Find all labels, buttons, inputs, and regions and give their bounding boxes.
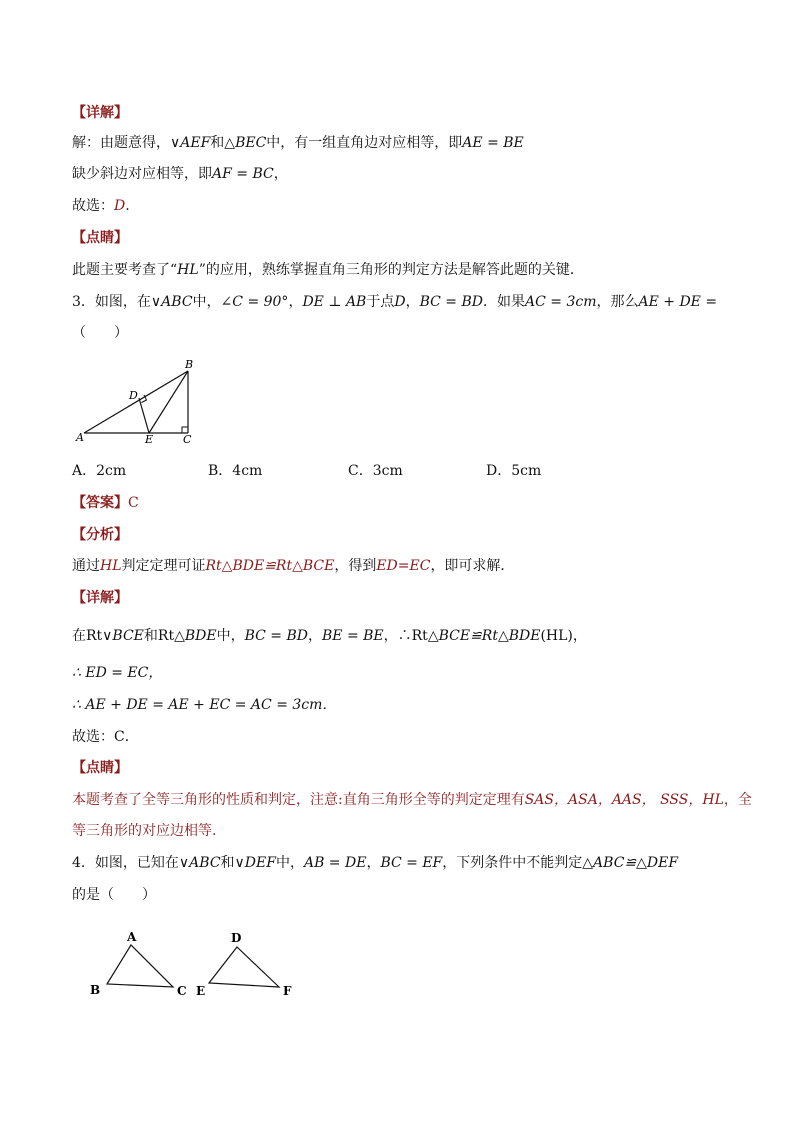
choose-line-1 bbox=[72, 196, 130, 216]
q4-stem-line-2: 的是（ ） bbox=[72, 887, 156, 903]
q3-detail-2: 和Rt bbox=[143, 628, 175, 644]
comment-text-1a: 此题主要考查了“ bbox=[72, 262, 178, 278]
triangle-bec: △BEC bbox=[224, 135, 267, 151]
q3-comment-line-1 bbox=[72, 790, 752, 810]
q3-comment-theorems: SAS，ASA，AAS， SSS，HL bbox=[524, 792, 724, 808]
q4-figure bbox=[80, 925, 310, 1005]
q3-analysis-tag: 【分析】 bbox=[72, 527, 128, 543]
q4-triangle-def-shape bbox=[209, 947, 279, 987]
q4-stem-1: 4．如图，已知在 bbox=[72, 855, 179, 871]
q3-figure bbox=[72, 355, 202, 445]
choose-end: . bbox=[125, 198, 130, 214]
q3-label-a: A bbox=[76, 431, 84, 444]
q3-perp: DE ⊥ AB bbox=[302, 294, 367, 310]
q4-eq-bc-ef: BC = EF bbox=[380, 855, 443, 871]
missing-end: ， bbox=[273, 166, 288, 182]
choose-label: 故选： bbox=[72, 198, 114, 214]
q3-stem-3: ， bbox=[288, 294, 303, 310]
q3-stem-line bbox=[72, 292, 717, 312]
q3-analysis-cong: Rt△BDE≌Rt△BCE bbox=[205, 558, 335, 574]
q3-comment-2: ，全 bbox=[723, 792, 752, 808]
q3-detail-line-2: ∴ ED = EC， bbox=[72, 665, 163, 681]
q3-analysis-3: ，得到 bbox=[334, 558, 377, 574]
q4-label-f: F bbox=[283, 984, 292, 998]
q3-stem-5: ， bbox=[405, 294, 420, 310]
q3-option-b: B．4cm bbox=[208, 463, 263, 479]
q4-triangle-def: ∨DEF bbox=[234, 855, 276, 871]
q4-triangle-abc: ∨ABC bbox=[178, 855, 221, 871]
q4-label-d: D bbox=[231, 931, 242, 945]
choose-value: D bbox=[114, 198, 126, 214]
q3-detail-line-1 bbox=[72, 626, 587, 646]
q3-segment-de bbox=[139, 398, 149, 433]
q3-ask: AE + DE = bbox=[638, 294, 718, 310]
solution-mid: 中，有一组直角边对应相等，即 bbox=[266, 135, 463, 151]
comment-tag-1: 【点睛】 bbox=[72, 230, 128, 246]
q3-comment-tag: 【点睛】 bbox=[72, 760, 128, 776]
q3-paren: （ ） bbox=[72, 325, 128, 341]
q4-stem-line-1 bbox=[72, 853, 678, 873]
q4-label-b: B bbox=[90, 983, 101, 997]
q3-angle-c: ∠C = 90° bbox=[220, 294, 289, 310]
q4-stem-and: 和 bbox=[220, 855, 235, 871]
q3-stem-2: 中， bbox=[192, 294, 221, 310]
solution-and: 和 bbox=[210, 135, 225, 151]
q3-detail-hl: (HL) bbox=[540, 628, 573, 644]
q3-detail-sep: ， bbox=[307, 628, 322, 644]
q3-analysis-2: 判定定理可证 bbox=[121, 558, 206, 574]
q4-eq-ab-de: AB = DE bbox=[303, 855, 367, 871]
q3-option-a: A．2cm bbox=[72, 463, 127, 479]
q3-detail-5: ， bbox=[572, 628, 587, 644]
q4-stem-3: ，下列条件中不能判定 bbox=[442, 855, 583, 871]
q3-detail-eq2: BE = BE bbox=[321, 628, 384, 644]
q3-label-b: B bbox=[185, 358, 194, 371]
q4-label-c: C bbox=[177, 984, 187, 998]
q3-detail-tag: 【详解】 bbox=[72, 590, 128, 606]
q3-comment-1: 本题考查了全等三角形的性质和判定，注意:直角三角形全等的判定定理有 bbox=[72, 792, 525, 808]
missing-text: 缺少斜边对应相等，即 bbox=[72, 166, 212, 182]
q4-label-a: A bbox=[127, 930, 137, 944]
q3-analysis-1: 通过 bbox=[72, 558, 100, 574]
q3-triangle-abc: ∨ABC bbox=[150, 294, 193, 310]
q3-segment-ab bbox=[84, 371, 188, 433]
q3-answer-line bbox=[72, 493, 139, 513]
comment-hl: HL bbox=[177, 262, 199, 278]
q3-label-e: E bbox=[145, 433, 154, 445]
q3-answer-value: C bbox=[128, 495, 139, 511]
q4-stem-sep: ， bbox=[366, 855, 381, 871]
q3-analysis-line bbox=[72, 556, 514, 576]
q4-triangle-abc-shape bbox=[107, 945, 173, 987]
q3-analysis-4: ，即可求解． bbox=[430, 558, 515, 574]
q3-detail-cong: △BCE≌Rt△BDE bbox=[427, 628, 541, 644]
q3-ac-value: AC = 3cm bbox=[525, 294, 597, 310]
q3-segment-be bbox=[149, 371, 188, 433]
solution-line bbox=[72, 133, 524, 153]
missing-line bbox=[72, 164, 288, 184]
q3-analysis-hl: HL bbox=[100, 558, 122, 574]
q3-comment-line-2: 等三角形的对应边相等. bbox=[72, 823, 217, 839]
q3-stem-7: ，那么 bbox=[596, 294, 639, 310]
q3-label-c: C bbox=[183, 433, 192, 445]
comment-line-1 bbox=[72, 260, 584, 280]
q3-option-c: C．3cm bbox=[348, 463, 403, 479]
q3-answer-tag: 【答案】 bbox=[72, 495, 128, 511]
equation-ae-be: AE = BE bbox=[462, 135, 524, 151]
q3-detail-3: 中， bbox=[216, 628, 245, 644]
q3-eq-bc-bd: BC = BD bbox=[419, 294, 483, 310]
q4-congruence: △ABC≌△DEF bbox=[582, 855, 679, 871]
q3-stem-6: ．如果 bbox=[483, 294, 525, 310]
q3-detail-line-3: ∴ AE + DE = AE + EC = AC = 3cm． bbox=[72, 697, 337, 713]
solution-prefix: 解：由题意得， bbox=[72, 135, 170, 151]
detail-tag-1: 【详解】 bbox=[72, 105, 128, 121]
q3-detail-1: 在Rt bbox=[72, 628, 103, 644]
q3-label-d: D bbox=[129, 389, 138, 402]
q3-option-d: D．5cm bbox=[486, 463, 542, 479]
comment-text-1b: ”的应用，熟练掌握直角三角形的判定方法是解答此题的关键． bbox=[198, 262, 584, 278]
q3-point-d: D bbox=[394, 294, 406, 310]
q3-stem-1: 3．如图，在 bbox=[72, 294, 151, 310]
q3-detail-tri1: ∨BCE bbox=[102, 628, 144, 644]
equation-af-bc: AF = BC bbox=[212, 166, 274, 182]
q3-choose-line: 故选：C． bbox=[72, 729, 139, 745]
q3-detail-tri2: △BDE bbox=[174, 628, 217, 644]
q3-detail-4: ，∴Rt bbox=[383, 628, 428, 644]
q3-detail-eq1: BC = BD bbox=[244, 628, 308, 644]
q3-stem-4: 于点 bbox=[366, 294, 395, 310]
q3-analysis-eq: ED=EC bbox=[376, 558, 431, 574]
q4-label-e: E bbox=[196, 984, 206, 998]
triangle-aef: ∨AEF bbox=[170, 135, 211, 151]
q4-stem-2: 中， bbox=[275, 855, 304, 871]
